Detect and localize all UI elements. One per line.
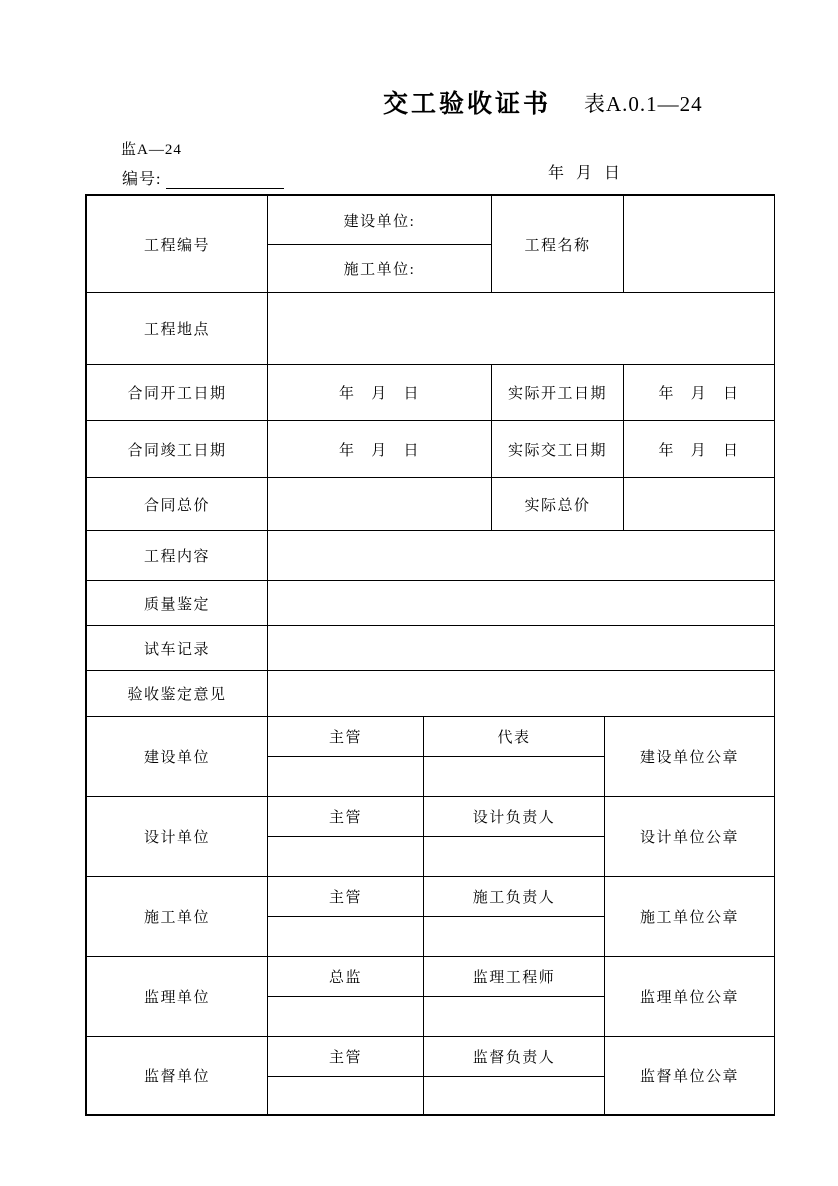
project-location-value-cell [268, 293, 775, 365]
design-unit-role-left: 主管 [268, 797, 424, 837]
supervision-unit-row-label: 监理单位 [87, 957, 268, 1037]
number-blank-field [166, 171, 284, 189]
design-unit-sign-cell-right [424, 837, 605, 877]
supervision-unit-role-left: 总监 [268, 957, 424, 997]
table-row [87, 957, 775, 997]
project-content-label: 工程内容 [87, 531, 268, 581]
supervision-unit-seal-label: 监理单位公章 [605, 957, 775, 1037]
oversight-unit-sign-cell-left [268, 1077, 424, 1115]
project-name-value-cell [624, 196, 775, 293]
test-run-record-label: 试车记录 [87, 626, 268, 671]
build-unit-role-left: 主管 [268, 717, 424, 757]
project-content-value-cell [268, 531, 775, 581]
construct-unit-row-label: 施工单位 [87, 877, 268, 957]
table-row [87, 671, 775, 717]
oversight-unit-row-label: 监督单位 [87, 1037, 268, 1115]
oversight-unit-sign-cell-right [424, 1077, 605, 1115]
table-row [87, 626, 775, 671]
table-row [87, 717, 775, 757]
contract-price-value-cell [268, 478, 492, 531]
number-label: 编号: [122, 171, 162, 188]
actual-start-date-value: 年 月 日 [624, 365, 775, 421]
design-unit-role-right: 设计负责人 [424, 797, 605, 837]
construct-unit-sign-cell-right [424, 917, 605, 957]
build-unit-role-right: 代表 [424, 717, 605, 757]
table-row [87, 293, 775, 365]
supervision-unit-role-right: 监理工程师 [424, 957, 605, 997]
actual-start-date-label: 实际开工日期 [492, 365, 624, 421]
table-row [87, 531, 775, 581]
test-run-record-value-cell [268, 626, 775, 671]
acceptance-opinion-value-cell [268, 671, 775, 717]
table-row [87, 1037, 775, 1077]
form-table [85, 194, 775, 1116]
table-row [87, 421, 775, 478]
build-unit-label: 建设单位: [268, 196, 492, 245]
actual-price-value-cell [624, 478, 775, 531]
supervision-unit-sign-cell-left [268, 997, 424, 1037]
table-row [87, 196, 775, 245]
contract-finish-date-label: 合同竣工日期 [87, 421, 268, 478]
table-row [87, 797, 775, 837]
design-unit-row-label: 设计单位 [87, 797, 268, 877]
doc-code: 监A—24 [121, 142, 182, 158]
construct-unit-seal-label: 施工单位公章 [605, 877, 775, 957]
project-number-label: 工程编号 [87, 196, 268, 293]
design-unit-sign-cell-left [268, 837, 424, 877]
actual-handover-date-label: 实际交工日期 [492, 421, 624, 478]
construct-unit-role-left: 主管 [268, 877, 424, 917]
project-name-label: 工程名称 [492, 196, 624, 293]
oversight-unit-role-left: 主管 [268, 1037, 424, 1077]
build-unit-sign-cell-right [424, 757, 605, 797]
table-row [87, 478, 775, 531]
table-row [87, 581, 775, 626]
actual-handover-date-value: 年 月 日 [624, 421, 775, 478]
table-row [87, 877, 775, 917]
acceptance-opinion-label: 验收鉴定意见 [87, 671, 268, 717]
construct-unit-sign-cell-left [268, 917, 424, 957]
header-date-placeholder: 年 月 日 [548, 165, 621, 182]
form-table-upper [86, 195, 775, 717]
form-table-signatures [86, 716, 775, 1115]
number-row [122, 166, 284, 189]
project-location-label: 工程地点 [87, 293, 268, 365]
page-title: 交工验收证书 [383, 91, 552, 118]
contract-price-label: 合同总价 [87, 478, 268, 531]
design-unit-seal-label: 设计单位公章 [605, 797, 775, 877]
build-unit-row-label: 建设单位 [87, 717, 268, 797]
table-row [87, 365, 775, 421]
construct-unit-role-right: 施工负责人 [424, 877, 605, 917]
contract-finish-date-value: 年 月 日 [268, 421, 492, 478]
actual-price-label: 实际总价 [492, 478, 624, 531]
form-code: 表A.0.1—24 [584, 92, 703, 116]
build-unit-seal-label: 建设单位公章 [605, 717, 775, 797]
contract-start-date-label: 合同开工日期 [87, 365, 268, 421]
oversight-unit-role-right: 监督负责人 [424, 1037, 605, 1077]
supervision-unit-sign-cell-right [424, 997, 605, 1037]
construct-unit-label: 施工单位: [268, 245, 492, 293]
oversight-unit-seal-label: 监督单位公章 [605, 1037, 775, 1115]
quality-appraisal-value-cell [268, 581, 775, 626]
contract-start-date-value: 年 月 日 [268, 365, 492, 421]
quality-appraisal-label: 质量鉴定 [87, 581, 268, 626]
build-unit-sign-cell-left [268, 757, 424, 797]
